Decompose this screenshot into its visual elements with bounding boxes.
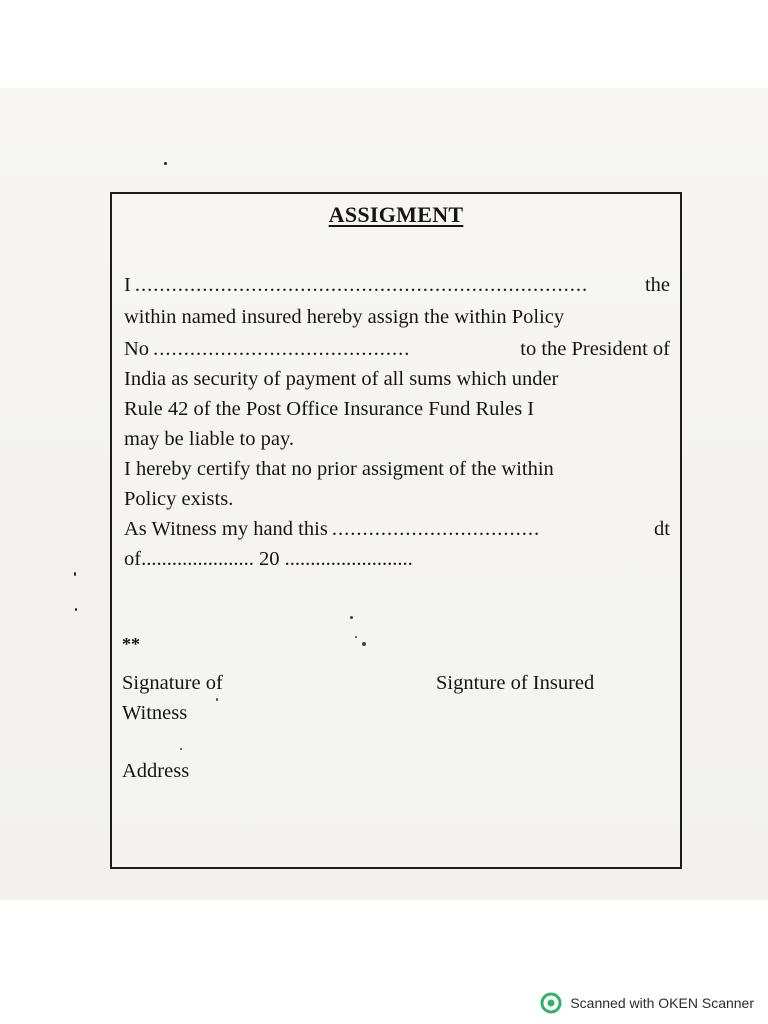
- scan-speck: [164, 162, 167, 165]
- insured-signature-label: Signture of Insured: [436, 672, 595, 694]
- scan-speck: [75, 608, 77, 611]
- form-line-3: [124, 334, 670, 364]
- assignment-form: [110, 192, 682, 869]
- form-line-5: Rule 42 of the Post Office Insurance Fund Rules I: [124, 398, 535, 420]
- form-line-9: [124, 514, 670, 544]
- year-blank: .........................: [284, 548, 413, 570]
- line10-year-prefix: 20: [258, 548, 280, 570]
- witness-signature-line2: Witness: [122, 702, 188, 724]
- form-title: ASSIGMENT: [328, 202, 464, 227]
- form-line-6: may be liable to pay.: [124, 428, 295, 450]
- line1-blank: ..........................................................................: [134, 274, 589, 296]
- scanner-watermark-text: Scanned with OKEN Scanner: [570, 995, 754, 1011]
- policy-number-blank: ..........................................: [153, 338, 411, 360]
- form-line-7: I hereby certify that no prior assigment of the within: [124, 458, 554, 480]
- stars-mark: **: [122, 634, 140, 654]
- form-line-1: [124, 270, 670, 300]
- form-line-10: [124, 544, 670, 574]
- line3-end: to the President of: [520, 338, 670, 360]
- witness-signature-label: [122, 668, 223, 728]
- form-line-2: within named insured hereby assign the within Policy: [124, 306, 565, 328]
- line10-start: of: [124, 548, 142, 570]
- address-label: Address: [122, 760, 190, 782]
- witness-signature-line1: Signature of: [122, 672, 223, 694]
- line3-start: No: [124, 338, 150, 360]
- line1-end: the: [644, 274, 670, 296]
- line1-start: I: [124, 274, 131, 296]
- witness-blank: ..................................: [331, 518, 541, 540]
- month-blank: ......................: [141, 548, 254, 570]
- line9-start: As Witness my hand this: [124, 518, 328, 540]
- oken-logo-icon: [540, 992, 562, 1014]
- form-line-8: Policy exists.: [124, 488, 234, 510]
- line9-end: dt: [654, 518, 670, 540]
- form-line-4: India as security of payment of all sums which under: [124, 368, 559, 390]
- scan-speck: [74, 572, 76, 576]
- scanner-watermark: [540, 992, 754, 1014]
